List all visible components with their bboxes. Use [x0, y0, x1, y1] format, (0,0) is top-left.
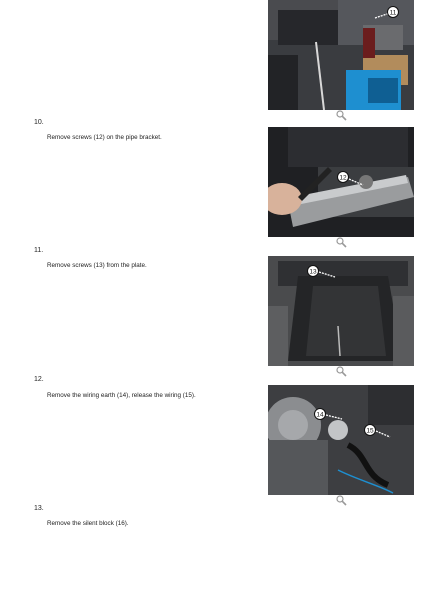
svg-text:14: 14 — [316, 411, 324, 419]
svg-text:13: 13 — [309, 268, 317, 276]
svg-text:12: 12 — [339, 174, 347, 182]
callout-11 — [373, 2, 413, 29]
callout-13 — [303, 263, 343, 290]
step-number: 12. — [34, 376, 44, 383]
magnifier-icon[interactable] — [335, 365, 347, 377]
callout-14 — [310, 405, 350, 432]
magnifier-icon[interactable] — [335, 109, 347, 121]
callout-12 — [333, 167, 373, 194]
magnifier-icon[interactable] — [335, 236, 347, 248]
step-number: 11. — [34, 247, 44, 254]
step-text: Remove the wiring earth (14), release the wiring (15). — [47, 392, 196, 399]
callout-15 — [360, 421, 400, 448]
svg-text:11: 11 — [389, 9, 397, 17]
step-number: 13. — [34, 505, 44, 512]
step-text: Remove screws (12) on the pipe bracket. — [47, 134, 162, 141]
magnifier-icon[interactable] — [335, 494, 347, 506]
step-text: Remove the silent block (16). — [47, 520, 129, 527]
svg-text:15: 15 — [366, 427, 374, 435]
step-text: Remove screws (13) from the plate. — [47, 262, 147, 269]
step-number: 10. — [34, 119, 44, 126]
